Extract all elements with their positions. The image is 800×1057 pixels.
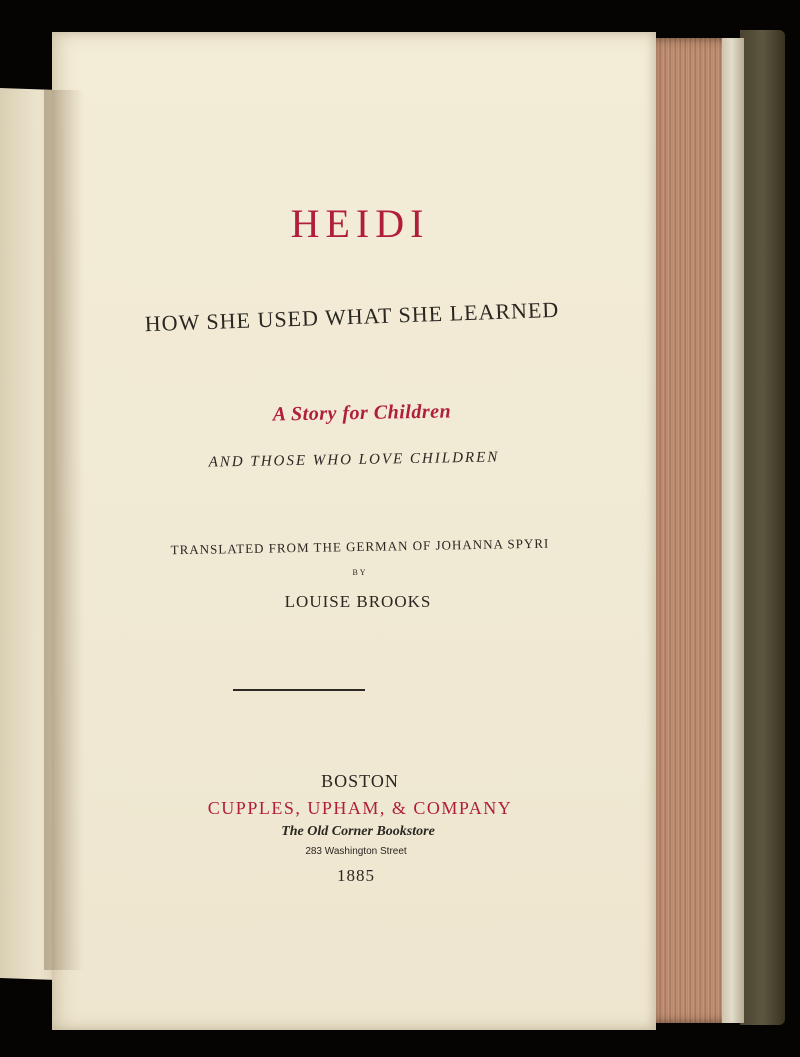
audience-line: AND THOSE WHO LOVE CHILDREN	[208, 449, 500, 471]
story-line: A Story for Children	[272, 400, 452, 426]
publication-year: 1885	[337, 866, 375, 885]
title-page	[52, 32, 656, 1030]
book-cover-board	[740, 30, 785, 1025]
publisher-name: CUPPLES, UPHAM, & COMPANY	[207, 798, 513, 818]
book-title: HEIDI	[290, 201, 430, 246]
gutter-shadow	[44, 90, 84, 970]
street-address: 283 Washington Street	[305, 846, 407, 857]
page-edges	[652, 38, 744, 1023]
by-line: BY	[352, 568, 368, 577]
translation-line: TRANSLATED FROM THE GERMAN OF JOHANNA SPYRI	[170, 535, 550, 558]
bookstore-name: The Old Corner Bookstore	[281, 824, 435, 839]
book-subtitle: HOW SHE USED WHAT SHE LEARNED	[144, 296, 560, 337]
publisher-city: BOSTON	[321, 771, 399, 791]
divider-rule	[233, 689, 365, 691]
translator-name: LOUISE BROOKS	[284, 592, 432, 611]
